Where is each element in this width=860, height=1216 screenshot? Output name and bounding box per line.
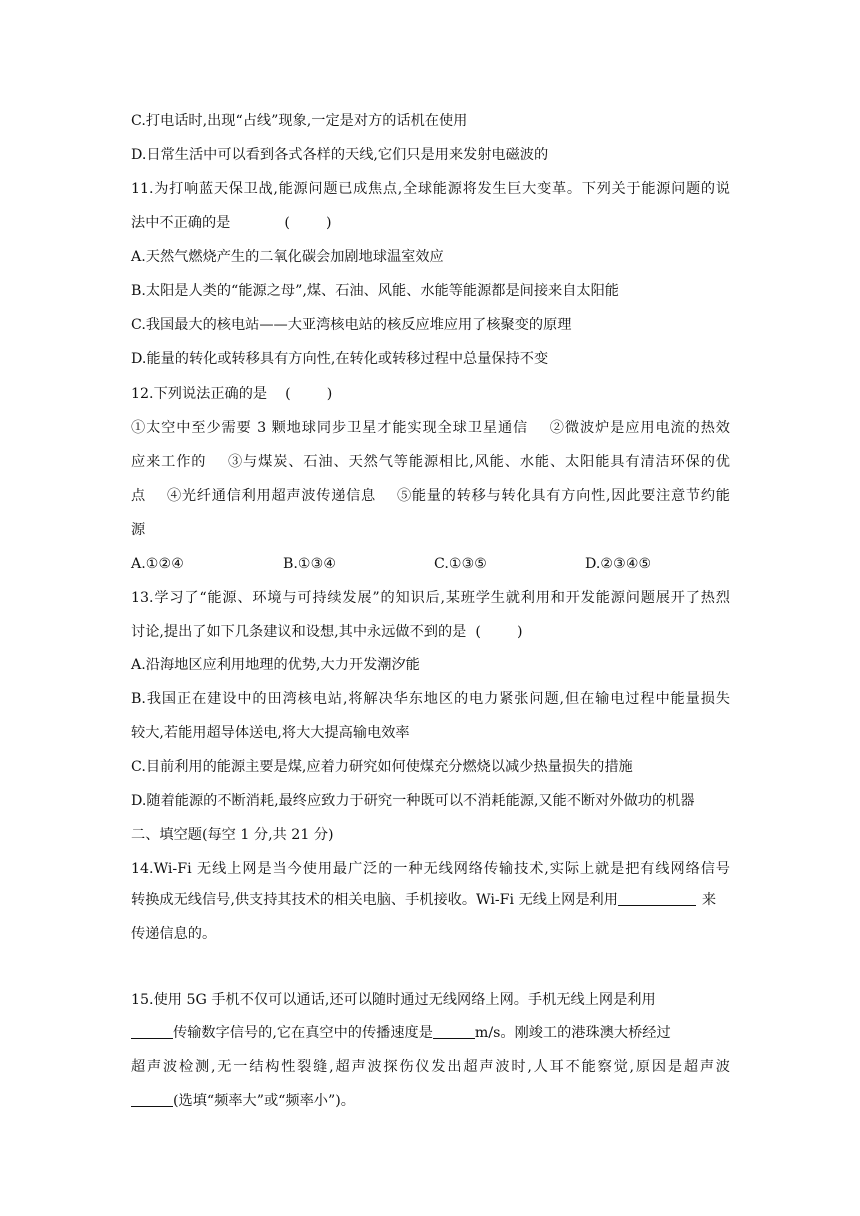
- q15-line3: 超声波检测,无一结构性裂缝,超声波探伤仪发出超声波时,人耳不能察觉,原因是超声波: [131, 1059, 730, 1075]
- q11-stem-line2: 法中不正确的是 ( ): [131, 215, 332, 231]
- q14-line1: 14.Wi-Fi 无线上网是当今使用最广泛的一种无线网络传输技术,实际上就是把有线网络信号: [131, 861, 730, 877]
- q12-stem: 12.下列说法正确的是 ( ): [131, 386, 333, 402]
- q10-option-c: C.打电话时,出现“占线”现象,一定是对方的话机在使用: [131, 113, 468, 129]
- q15-line2-text: 传输数字信号的,它在真空中的传播速度是: [173, 1025, 433, 1041]
- q13-stem-line1: 13.学习了“能源、环境与可持续发展”的知识后,某班学生就利用和开发能源问题展开了热烈: [131, 590, 730, 606]
- q13-option-b-line2: 较大,若能用超导体送电,将大大提高输电效率: [131, 725, 410, 741]
- q12-option-c: C.①③⑤: [434, 556, 488, 572]
- q12-statement-line4: 源: [131, 522, 146, 538]
- q12-statement-line3: 点 ④光纤通信利用超声波传递信息 ⑤能量的转移与转化具有方向性,因此要注意节约能: [131, 488, 730, 504]
- q11-option-a: A.天然气燃烧产生的二氧化碳会加剧地球温室效应: [131, 249, 444, 265]
- q13-option-a: A.沿海地区应利用地理的优势,大力开发潮汐能: [131, 657, 420, 673]
- q15-line4-text: (选填“频率大”或“频率小”)。: [173, 1093, 355, 1109]
- q14-line2-text: 转换成无线信号,供支持其技术的相关电脑、手机接收。Wi-Fi 无线上网是利用: [131, 892, 618, 908]
- section-heading: 二、填空题(每空 1 分,共 21 分): [131, 827, 334, 843]
- q14-line2: [131, 890, 730, 910]
- q11-option-b: B.太阳是人类的“能源之母”,煤、石油、风能、水能等能源都是间接来自太阳能: [131, 283, 619, 299]
- q12-option-b: B.①③④: [283, 556, 337, 572]
- q14-line3: 传递信息的。: [131, 926, 217, 942]
- q14-answer-blank[interactable]: [618, 891, 696, 906]
- q15-blank-3[interactable]: [131, 1092, 173, 1107]
- q11-stem-line1: 11.为打响蓝天保卫战,能源问题已成焦点,全球能源将发生巨大变革。下列关于能源问题的说: [131, 181, 730, 197]
- q11-option-d: D.能量的转化或转移具有方向性,在转化或转移过程中总量保持不变: [131, 351, 549, 367]
- q12-statement-line2: 应来工作的 ③与煤炭、石油、天然气等能源相比,风能、水能、太阳能具有清洁环保的优: [131, 454, 730, 470]
- q10-option-d: D.日常生活中可以看到各式各样的天线,它们只是用来发射电磁波的: [131, 147, 549, 163]
- q13-stem-line2: 讨论,提出了如下几条建议和设想,其中永远做不到的是 ( ): [131, 624, 523, 640]
- q13-option-c: C.目前利用的能源主要是煤,应着力研究如何使煤充分燃烧以减少热量损失的措施: [131, 759, 633, 775]
- q15-line2-tail: m/s。刚竣工的港珠澳大桥经过: [474, 1025, 671, 1041]
- q14-line2-tail: 来: [701, 892, 717, 908]
- q15-line2: [131, 1023, 730, 1043]
- q12-statement-line1: ①太空中至少需要 3 颗地球同步卫星才能实现全球卫星通信 ②微波炉是应用电流的热效: [131, 420, 730, 436]
- q15-line1: 15.使用 5G 手机不仅可以通话,还可以随时通过无线网络上网。手机无线上网是利用: [131, 992, 656, 1008]
- q12-option-a: A.①②④: [131, 556, 184, 572]
- q15-blank-2[interactable]: [433, 1024, 475, 1039]
- q15-blank-1[interactable]: [131, 1024, 173, 1039]
- q13-option-b-line1: B.我国正在建设中的田湾核电站,将解决华东地区的电力紧张问题,但在输电过程中能量损失: [131, 691, 730, 707]
- q11-option-c: C.我国最大的核电站——大亚湾核电站的核反应堆应用了核聚变的原理: [131, 317, 572, 333]
- q12-option-d: D.②③④⑤: [585, 556, 652, 572]
- q13-option-d: D.随着能源的不断消耗,最终应致力于研究一种既可以不消耗能源,又能不断对外做功的机器: [131, 793, 695, 809]
- q15-line4: [131, 1091, 730, 1111]
